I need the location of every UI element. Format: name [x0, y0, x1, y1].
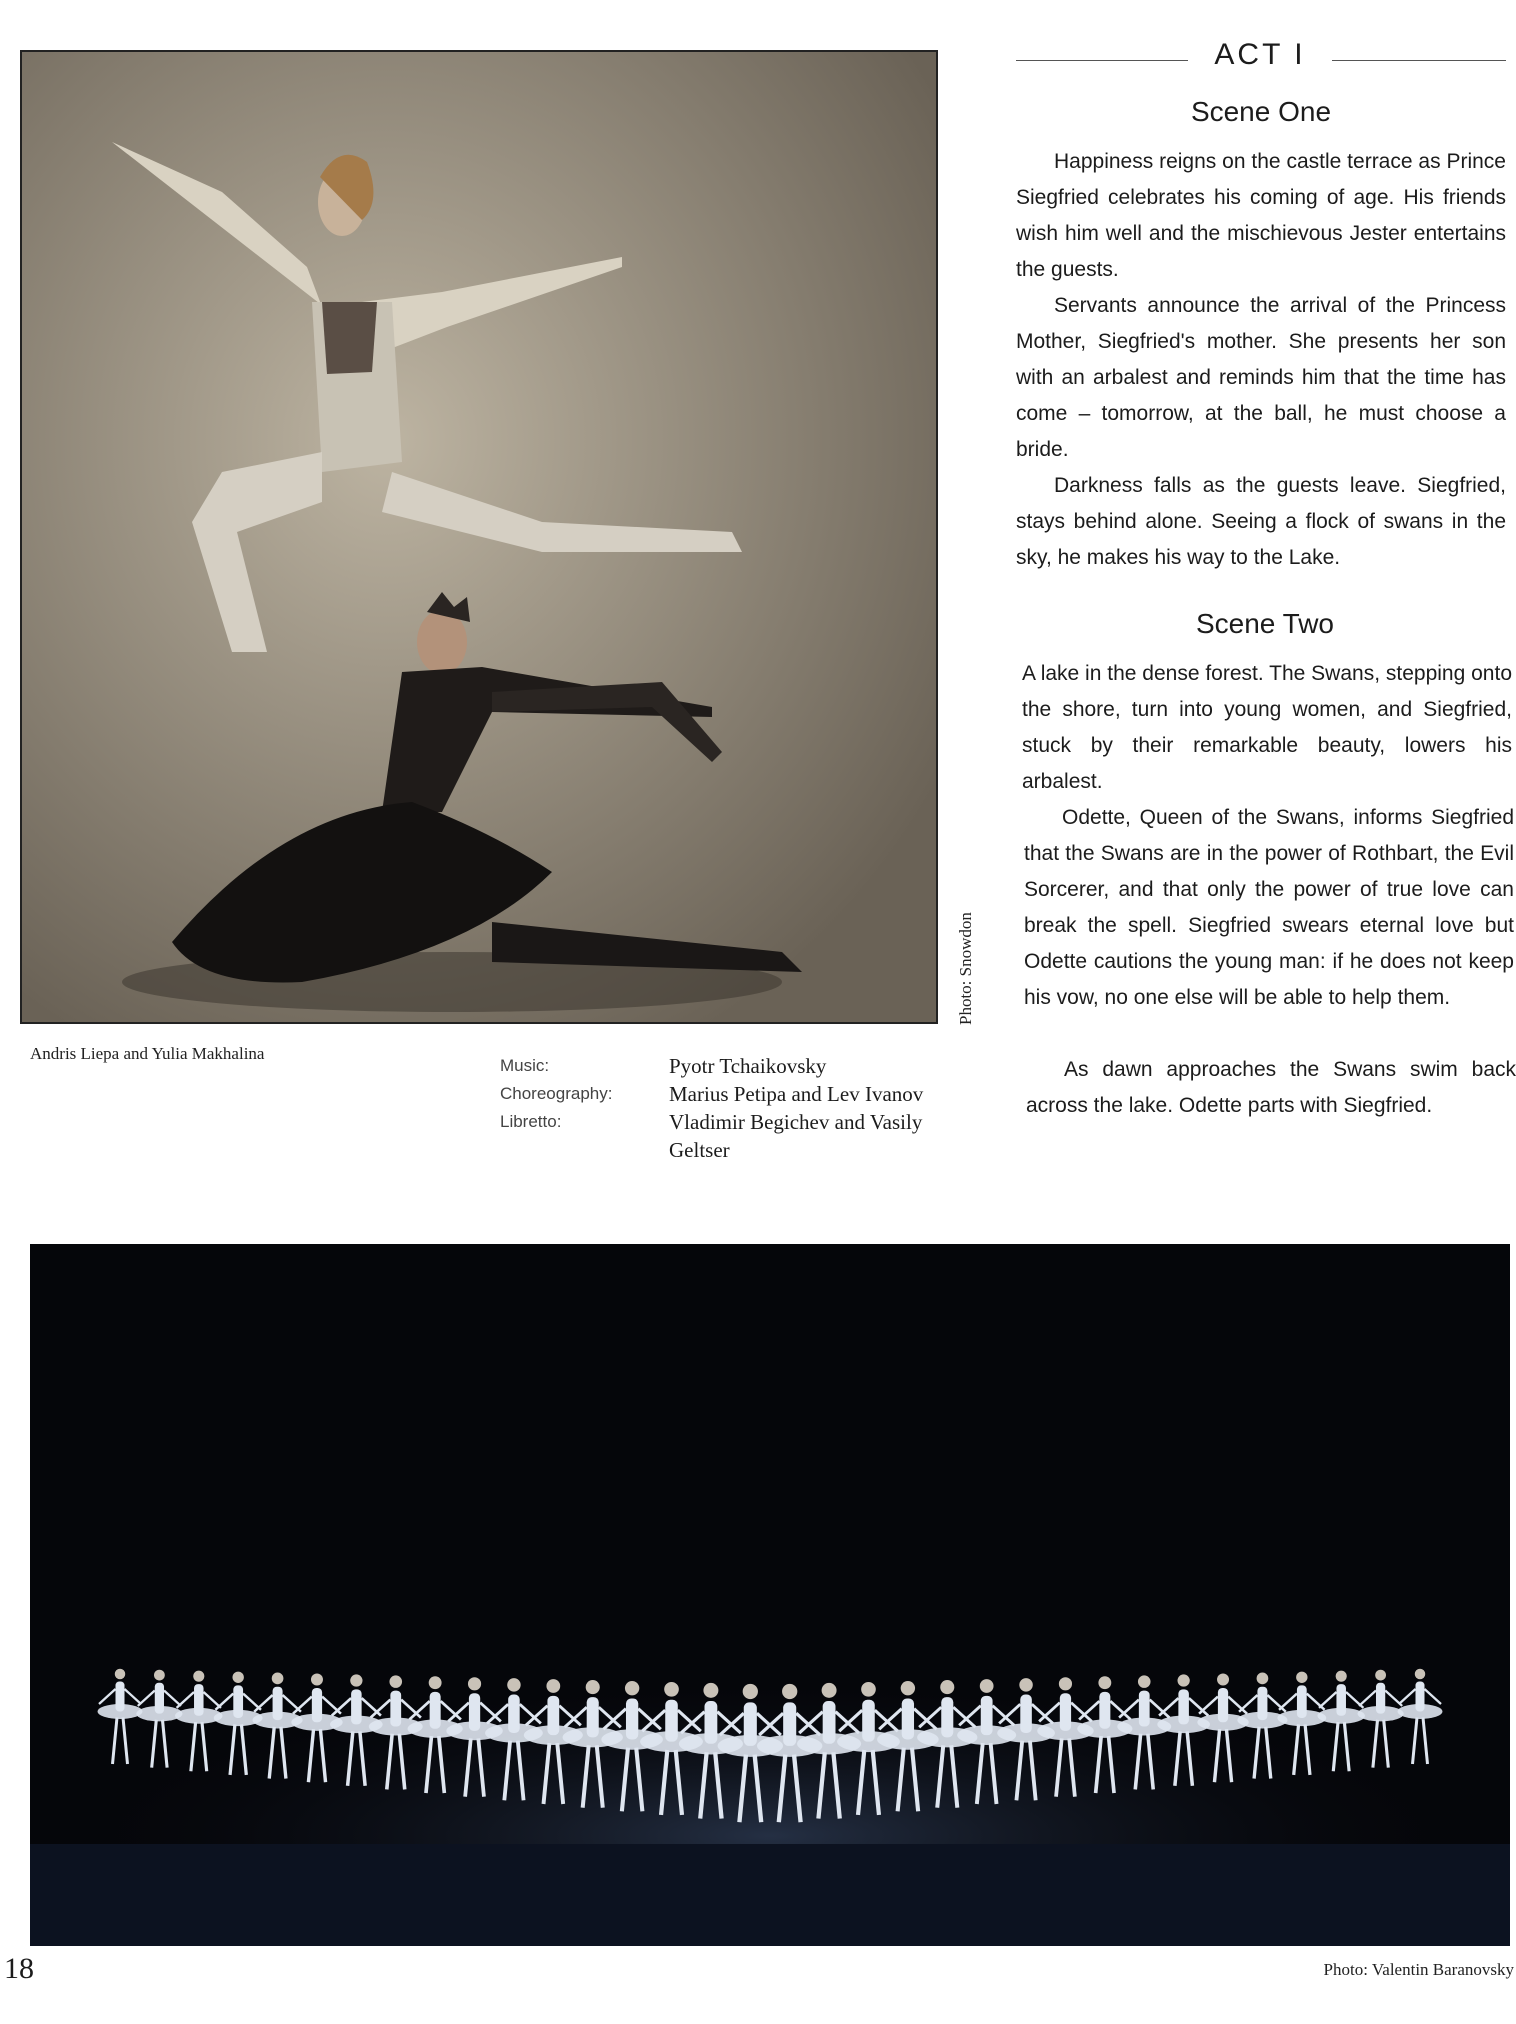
scene-one-paragraph: Servants announce the arrival of the Princess Mother, Siegfried's mother. She presents her son with an arbalest and reminds him that the time has come – tomorrow, at the ball, he must choose a bride. [1016, 294, 1506, 461]
scene-one-paragraph: Happiness reigns on the castle terrace as Prince Siegfried celebrates his coming of age. His friends wish him well and the mischievous Jester entertains the guests. [1016, 150, 1506, 281]
heading-rule-right [1332, 60, 1506, 61]
top-photo-caption: Andris Liepa and Yulia Makhalina [30, 1044, 265, 1063]
page-number: 18 [4, 1952, 34, 1985]
production-credits [500, 1052, 970, 1164]
scene-two-paragraph: As dawn approaches the Swans swim back across the lake. Odette parts with Siegfried. [1026, 1058, 1516, 1117]
scene-one-title: Scene One [1190, 96, 1332, 127]
credit-name: Marius Petipa and Lev Ivanov [669, 1082, 924, 1106]
credit-name: Pyotr Tchaikovsky [669, 1054, 827, 1078]
act-heading [1016, 38, 1506, 84]
credit-row-libretto [500, 1108, 970, 1164]
bottom-photo-credit: Photo: Valentin Baranovsky [1323, 1960, 1514, 1979]
credit-row-music [500, 1052, 970, 1080]
act-title: ACT I [1214, 38, 1306, 71]
top-photo-credit: Photo: Snowdon [956, 912, 975, 1025]
credit-role: Libretto: [500, 1112, 562, 1131]
swans-line-illustration [30, 1244, 1510, 1946]
credit-role: Music: [500, 1056, 550, 1075]
scene-two-paragraph: A lake in the dense forest. The Swans, stepping onto the shore, turn into young women, and Siegfried, stuck by their remarkable beauty, lowers his arbalest. [1022, 662, 1512, 793]
credit-name: Vladimir Begichev and Vasily Geltser [669, 1110, 923, 1162]
dancers-illustration [22, 52, 936, 1022]
scene-two-title: Scene Two [1195, 608, 1335, 639]
corps-de-ballet-photo [30, 1244, 1510, 1946]
heading-rule-left [1016, 60, 1188, 61]
credit-row-choreography [500, 1080, 970, 1108]
scene-two-paragraph: Odette, Queen of the Swans, informs Siegfried that the Swans are in the power of Rothbart, the Evil Sorcerer, and that only the power of true love can break the spell. Siegfried swears eternal love but Odette cautions the young man: if he does not keep his vow, no one else will be able to help them. [1024, 806, 1514, 1009]
credit-role: Choreography: [500, 1084, 613, 1103]
scene-one-paragraph: Darkness falls as the guests leave. Siegfried, stays behind alone. Seeing a flock of swans in the sky, he makes his way to the Lake. [1016, 474, 1506, 569]
dancers-photo [20, 50, 938, 1024]
